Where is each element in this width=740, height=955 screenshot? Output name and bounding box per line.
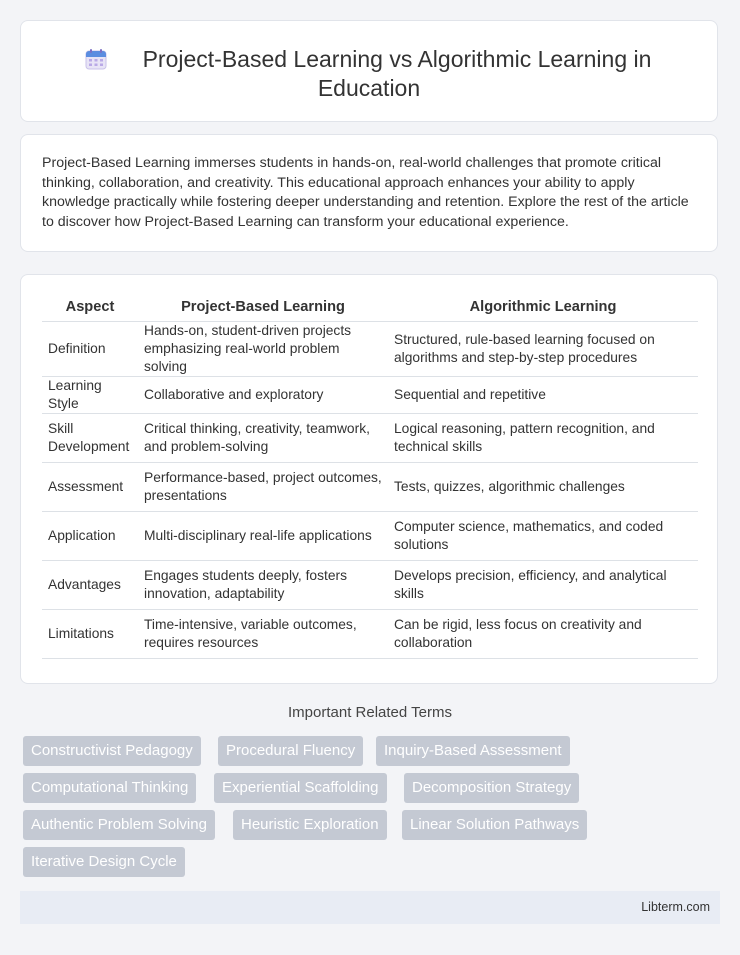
table-cell: Performance-based, project outcomes, presentations xyxy=(138,462,388,511)
table-cell: Multi-disciplinary real-life applications xyxy=(138,511,388,560)
table-row xyxy=(42,462,698,511)
comparison-table xyxy=(42,294,698,659)
intro-card xyxy=(20,134,718,252)
table-cell: Advantages xyxy=(42,560,138,609)
table-cell: Assessment xyxy=(42,462,138,511)
header-card xyxy=(20,20,718,122)
table-row xyxy=(42,321,698,376)
table-cell: Definition xyxy=(42,321,138,376)
table-cell: Tests, quizzes, algorithmic challenges xyxy=(388,462,698,511)
header-algorithmic: Algorithmic Learning xyxy=(388,294,698,321)
table-cell: Computer science, mathematics, and coded solutions xyxy=(388,511,698,560)
table-cell: Skill Development xyxy=(42,413,138,462)
table-cell: Logical reasoning, pattern recognition, and technical skills xyxy=(388,413,698,462)
table-header-row xyxy=(42,294,698,321)
related-terms-title: Important Related Terms xyxy=(288,704,452,721)
tag-decomposition-strategy[interactable]: Decomposition Strategy xyxy=(404,773,579,803)
table-cell: Sequential and repetitive xyxy=(388,376,698,413)
table-cell: Critical thinking, creativity, teamwork, and problem-solving xyxy=(138,413,388,462)
table-row xyxy=(42,609,698,658)
table-cell: Hands-on, student-driven projects emphasizing real-world problem solving xyxy=(138,321,388,376)
table-cell: Time-intensive, variable outcomes, requires resources xyxy=(138,609,388,658)
page-title xyxy=(21,45,717,103)
table-cell: Structured, rule-based learning focused on algorithms and step-by-step procedures xyxy=(388,321,698,376)
table-cell: Engages students deeply, fosters innovation, adaptability xyxy=(138,560,388,609)
table-cell: Collaborative and exploratory xyxy=(138,376,388,413)
page-title-line2: Education xyxy=(317,75,421,101)
table-cell: Limitations xyxy=(42,609,138,658)
table-cell: Application xyxy=(42,511,138,560)
tag-inquiry-based-assessment[interactable]: Inquiry-Based Assessment xyxy=(376,736,570,766)
header-aspect: Aspect xyxy=(42,294,138,321)
table-row xyxy=(42,560,698,609)
tag-linear-solution-pathways[interactable]: Linear Solution Pathways xyxy=(402,810,587,840)
table-cell: Develops precision, efficiency, and analytical skills xyxy=(388,560,698,609)
tag-iterative-design-cycle[interactable]: Iterative Design Cycle xyxy=(23,847,185,877)
comparison-card xyxy=(20,274,718,684)
tag-computational-thinking[interactable]: Computational Thinking xyxy=(23,773,196,803)
tag-authentic-problem-solving[interactable]: Authentic Problem Solving xyxy=(23,810,215,840)
tag-procedural-fluency[interactable]: Procedural Fluency xyxy=(218,736,363,766)
table-row xyxy=(42,376,698,413)
table-row xyxy=(42,511,698,560)
tag-heuristic-exploration[interactable]: Heuristic Exploration xyxy=(233,810,387,840)
table-cell: Can be rigid, less focus on creativity and collaboration xyxy=(388,609,698,658)
header-project-based: Project-Based Learning xyxy=(138,294,388,321)
tag-constructivist-pedagogy[interactable]: Constructivist Pedagogy xyxy=(23,736,201,766)
tag-experiential-scaffolding[interactable]: Experiential Scaffolding xyxy=(214,773,387,803)
intro-text: Project-Based Learning immerses students in hands-on, real-world challenges that promote critical thinking, collaboration, and creativity. This educational approach enhances your ability to apply knowledge practically while fostering deeper understanding and retention. Explore the rest of the article to discover how Project-Based Learning can transform your educational experience. xyxy=(42,155,689,230)
footer xyxy=(20,891,720,924)
footer-site-link[interactable]: Libterm.com xyxy=(641,900,710,914)
table-row xyxy=(42,413,698,462)
table-cell: Learning Style xyxy=(42,376,138,413)
page-title-line1: Project-Based Learning vs Algorithmic Learning in xyxy=(142,46,652,72)
